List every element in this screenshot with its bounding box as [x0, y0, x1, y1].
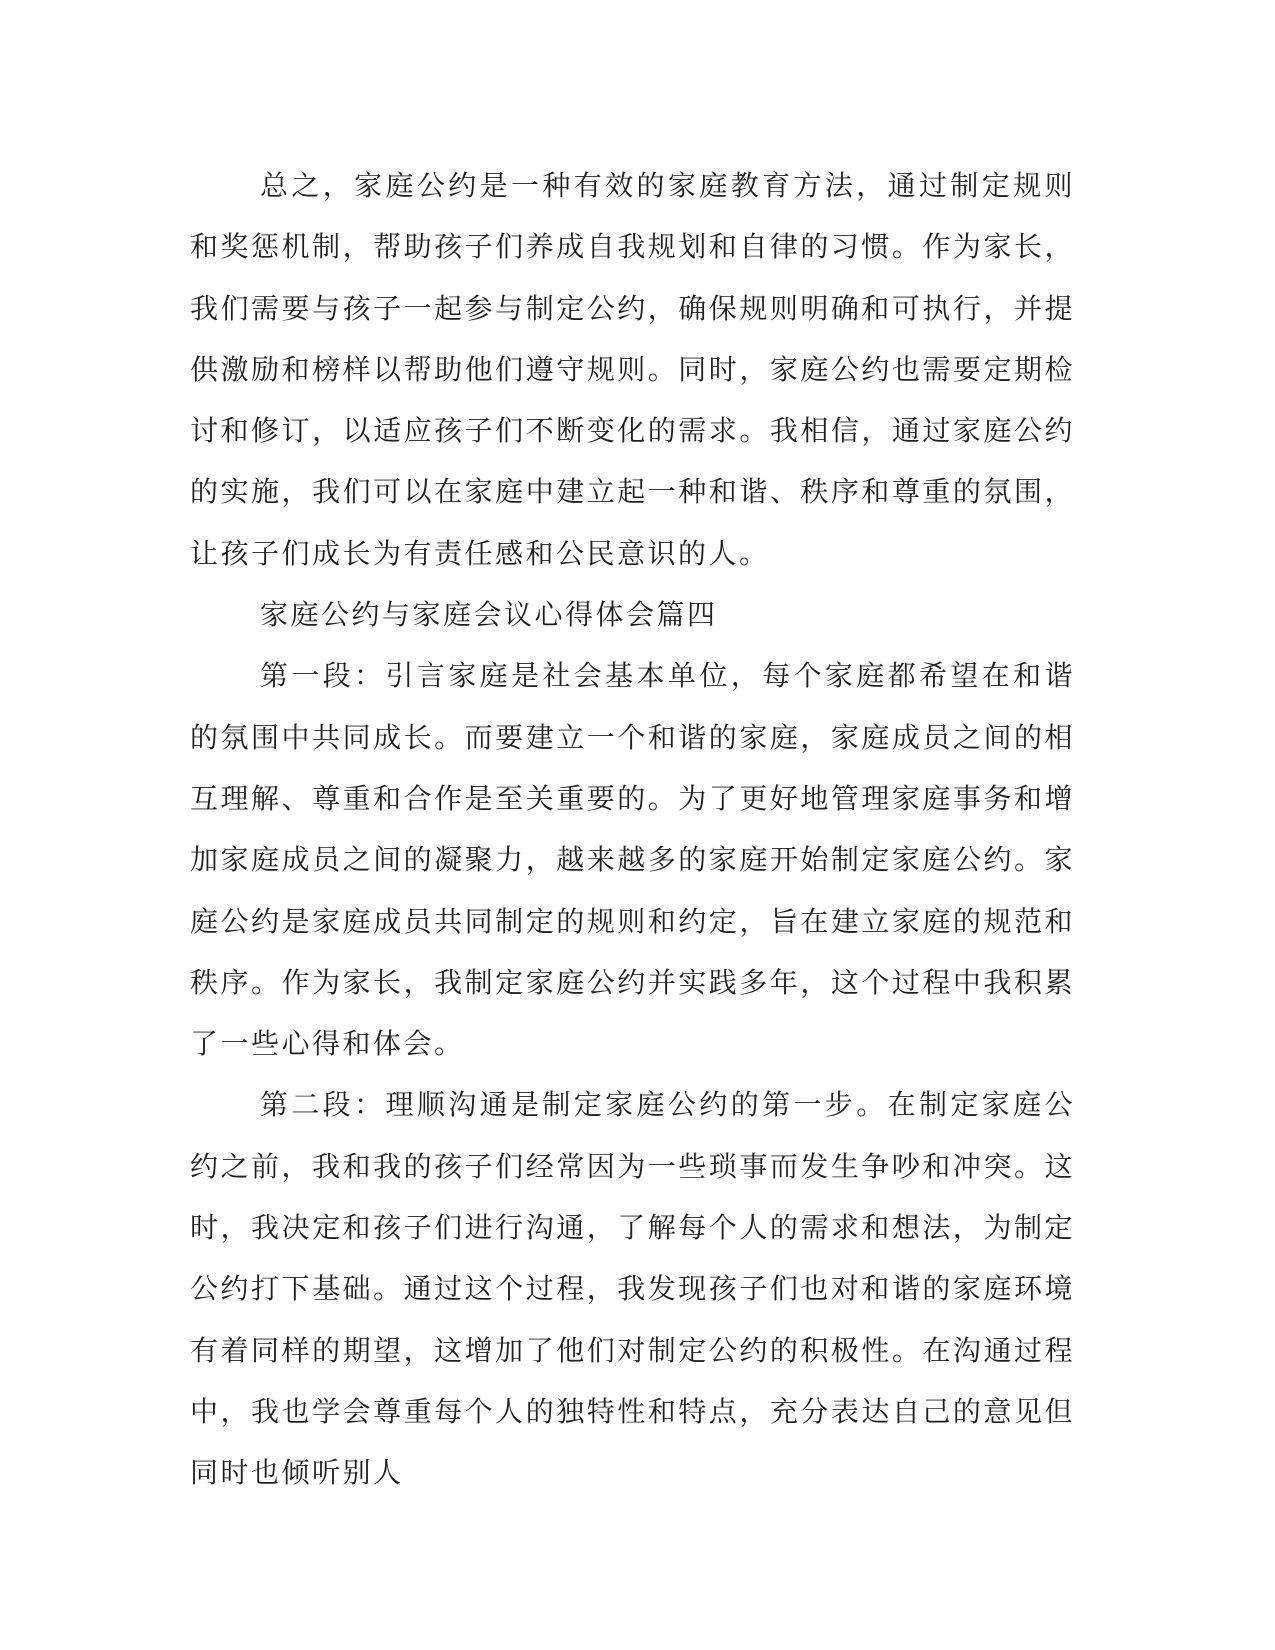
- document-body: [190, 155, 1075, 1504]
- paragraph-part-two: 第二段：理顺沟通是制定家庭公约的第一步。在制定家庭公约之前，我和我的孩子们经常因为一些琐事而发生争吵和冲突。这时，我决定和孩子们进行沟通，了解每个人的需求和想法，为制定公约打下基础。通过这个过程，我发现孩子们也对和谐的家庭环境有着同样的期望，这增加了他们对制定公约的积极性。在沟通过程中，我也学会尊重每个人的独特性和特点，充分表达自己的意见但同时也倾听别人: [190, 1088, 1075, 1490]
- paragraph-conclusion: 总之，家庭公约是一种有效的家庭教育方法，通过制定规则和奖惩机制，帮助孩子们养成自我规划和自律的习惯。作为家长，我们需要与孩子一起参与制定公约，确保规则明确和可执行，并提供激励和榜样以帮助他们遵守规则。同时，家庭公约也需要定期检讨和修订，以适应孩子们不断变化的需求。我相信，通过家庭公约的实施，我们可以在家庭中建立起一种和谐、秩序和尊重的氛围，让孩子们成长为有责任感和公民意识的人。: [190, 169, 1075, 570]
- paragraph-part-one: 第一段：引言家庭是社会基本单位，每个家庭都希望在和谐的氛围中共同成长。而要建立一个和谐的家庭，家庭成员之间的相互理解、尊重和合作是至关重要的。为了更好地管理家庭事务和增加家庭成员之间的凝聚力，越来越多的家庭开始制定家庭公约。家庭公约是家庭成员共同制定的规则和约定，旨在建立家庭的规范和秩序。作为家长，我制定家庭公约并实践多年，这个过程中我积累了一些心得和体会。: [190, 659, 1075, 1061]
- section-title: 家庭公约与家庭会议心得体会篇四: [260, 598, 718, 632]
